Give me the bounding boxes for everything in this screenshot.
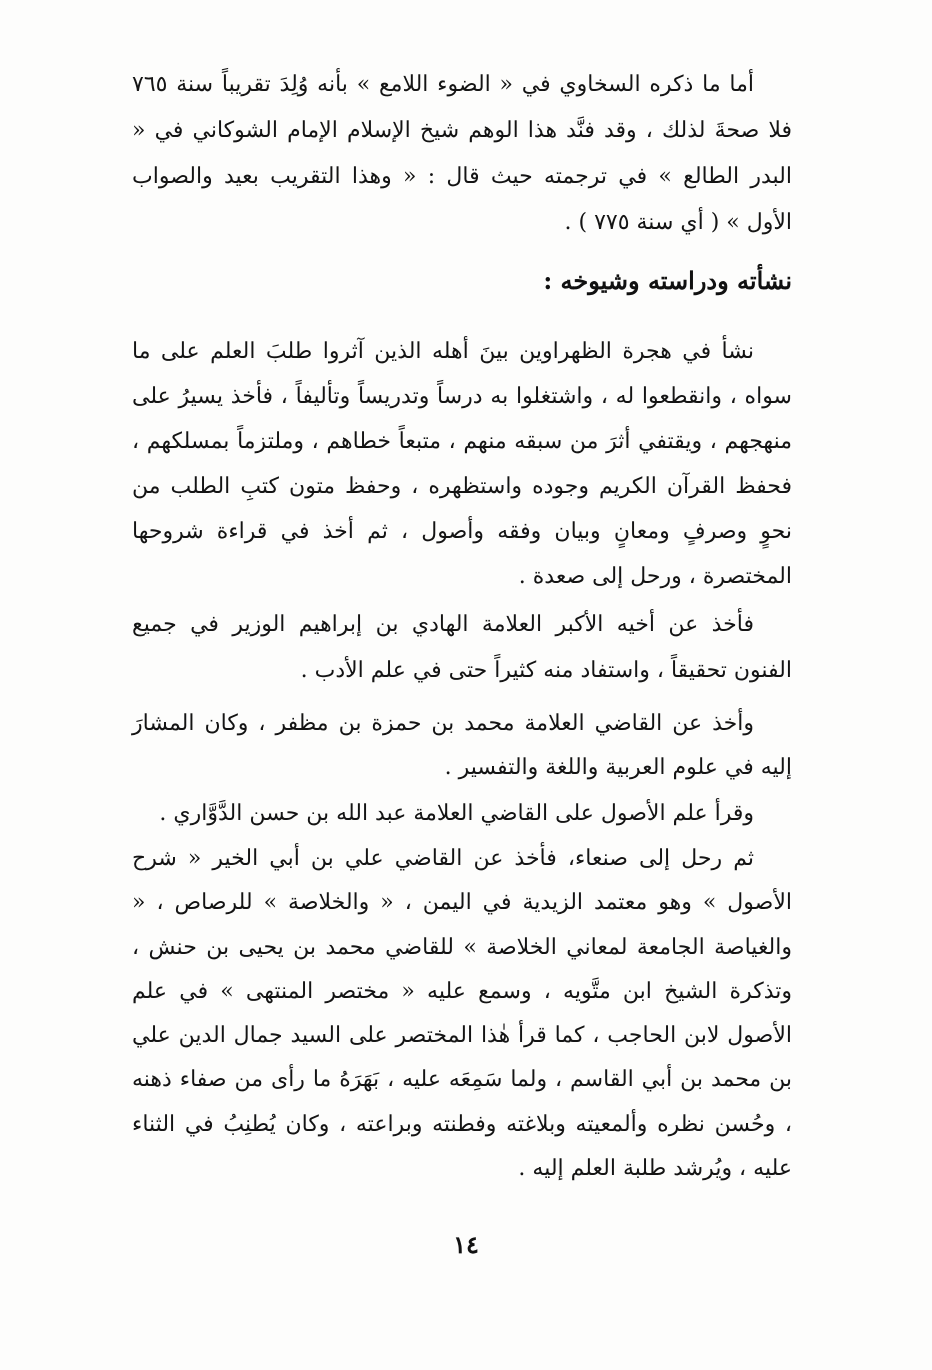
paragraph-teacher-hamza xyxy=(132,702,792,790)
paragraph-sanaa-journey xyxy=(132,837,792,1191)
paragraph-birth-date-text: أما ما ذكره السخاوي في « الضوء اللامع » بأنه وُلِدَ تقريباً سنة ٧٦٥ فلا صحةَ لذلك ، وقد فنَّد هذا الوهم شيخ الإسلام الإمام الشوكاني في « البدر الطالع » في ترجمته حيث قال : « وهذا التقريب بعيد والصواب الأول » ( أي سنة ٧٧٥ ) . xyxy=(132,72,792,235)
paragraph-sanaa-journey-text: ثم رحل إلى صنعاء، فأخذ عن القاضي علي بن أبي الخير « شرح الأصول » وهو معتمد الزيدية في اليمن ، « والخلاصة » للرصاص ، « والغياصة الجامعة لمعاني الخلاصة » للقاضي محمد بن يحيى بن حنش ، وتذكرة الشيخ ابن متَّويه ، وسمع عليه « مختصر المنتهى » في علم الأصول لابن الحاجب ، كما قرأ هٰذا المختصر على السيد جمال الدين علي بن محمد بن أبي القاسم ، ولما سَمِعَه عليه ، بَهَرَهُ ما رأى من صفاء ذهنه ، وحُسن نظره وألمعيته وبلاغته وفطنته وبراعته ، وكان يُطنِبُ في الثناء عليه ، ويُرشد طلبة العلم إليه . xyxy=(132,846,792,1182)
paragraph-teacher-hamza-text: وأخذ عن القاضي العلامة محمد بن حمزة بن مظفر ، وكان المشارَ إليه في علوم العربية واللغة والتفسير . xyxy=(132,711,792,780)
page-number: ١٤ xyxy=(453,1230,479,1259)
paragraph-birth-date xyxy=(132,62,792,246)
paragraph-upbringing xyxy=(132,329,792,599)
section-heading: نشأته ودراسته وشيوخه : xyxy=(543,266,792,295)
paragraph-usul-study-text: وقرأ علم الأصول على القاضي العلامة عبد الله بن حسن الدَّوَّاري . xyxy=(159,801,754,826)
paragraph-teacher-brother xyxy=(132,602,792,694)
paragraph-teacher-brother-text: فأخذ عن أخيه الأكبر العلامة الهادي بن إبراهيم الوزير في جميع الفنون تحقيقاً ، واستفاد منه كثيراً حتى في علم الأدب . xyxy=(132,612,792,683)
paragraph-usul-study xyxy=(132,792,792,836)
paragraph-upbringing-text: نشأ في هجرة الظهراوين بينَ أهله الذين آثروا طلبَ العلم على ما سواه ، وانقطعوا له ، واشتغلوا به درساً وتدريساً وتأليفاً ، فأخذ يسيرُ على منهجهم ، ويقتفي أثرَ من سبقه منهم ، متبعاً خطاهم ، وملتزماً بمسلكهم ، فحفظ القرآن الكريم وجوده واستظهره ، وحفظ متون كتبِ الطلب من نحوٍ وصرفٍ ومعانٍ وبيان وفقه وأصول ، ثم أخذ في قراءة شروحها المختصرة ، ورحل إلى صعدة . xyxy=(132,339,792,589)
